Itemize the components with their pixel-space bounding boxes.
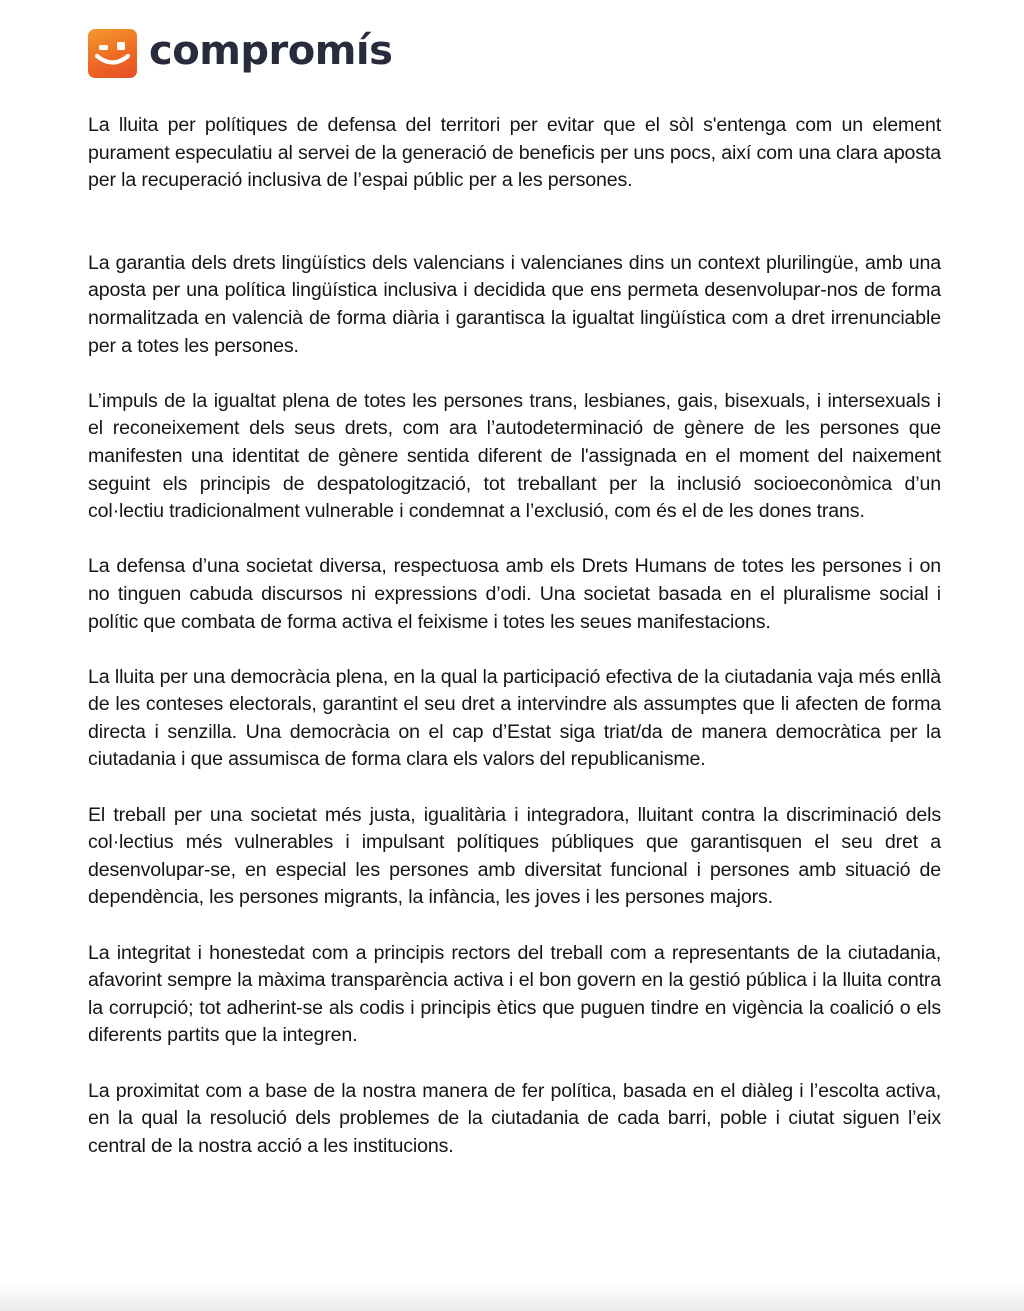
- brand-logo-text: compromís: [149, 28, 393, 74]
- paragraph-diverse-society: La defensa d’una societat diversa, respectuosa amb els Drets Humans de totes les persones i on no tinguen cabuda discursos ni expressions d’odi. Una societat basada en el pluralisme social i polític que combata de forma activa el feixisme i totes les seues manifestacions.: [88, 555, 941, 633]
- paragraph-fair-society: El treball per una societat més justa, igualitària i integradora, lluitant contra la discriminació dels col·lectius més vulnerables i impulsant polítiques públiques que garantisquen el seu dret a desenvolupar-se, en especial les persones amb diversitat funcional i persones amb situació de dependència, les persones migrants, la infància, les joves i les persones majors.: [88, 803, 941, 909]
- paragraph-territory: La lluita per polítiques de defensa del territori per evitar que el sòl s'entenga com un element purament especulatiu al servei de la generació de beneficis per uns pocs, així com una clara aposta per la recuperació inclusiva de l’espai públic per a les persones.: [88, 114, 941, 192]
- paragraph-proximity: La proximitat com a base de la nostra manera de fer política, basada en el diàleg i l’escolta activa, en la qual la resolució dels problemes de la ciutadania de cada barri, poble i ciutat siguen l’eix central de la nostra acció a les institucions.: [88, 1079, 941, 1157]
- paragraph-full-democracy: La lluita per una democràcia plena, en la qual la participació efectiva de la ciutadania vaja més enllà de les conteses electorals, garantint el seu dret a intervindre als assumptes que li afecten de forma directa i senzilla. Una democràcia on el cap d’Estat siga triat/da de manera democràtica per la ciutadania i que assumisca de forma clara els valors del republicanisme.: [88, 665, 941, 771]
- document-body: [88, 112, 941, 1160]
- page-bottom-shadow: [0, 1281, 1024, 1311]
- paragraph-linguistic-rights: La garantia dels drets lingüístics dels valencians i valencianes dins un context plurilingüe, amb una aposta per una política lingüística inclusiva i decidida que ens permeta desenvolupar-nos de forma normalitzada en valencià de forma diària i garantisca la igualtat lingüística com a dret irrenunciable per a totes les persones.: [88, 251, 941, 357]
- smiley-wink-icon: [88, 29, 137, 78]
- document-header: [88, 28, 392, 78]
- paragraph-integrity: La integritat i honestedat com a principis rectors del treball com a representants de la ciutadania, afavorint sempre la màxima transparència activa i el bon govern en la gestió pública i la lluita contra la corrupció; tot adherint-se als codis i principis ètics que puguen tindre en vigència la coalició o els diferents partits que la integren.: [88, 941, 941, 1047]
- paragraph-lgbti-equality: L’impuls de la igualtat plena de totes les persones trans, lesbianes, gais, bisexuals, i intersexuals i el reconeixement dels seus drets, com ara l’autodeterminació de gènere de les persones que manifesten una identitat de gènere sentida diferent de l'assignada en el moment del naixement seguint els principis de despatologització, tot treballant per la inclusió socioeconòmica d’un col·lectiu tradicionalment vulnerable i condemnat a l’exclusió, com és el de les dones trans.: [88, 389, 941, 523]
